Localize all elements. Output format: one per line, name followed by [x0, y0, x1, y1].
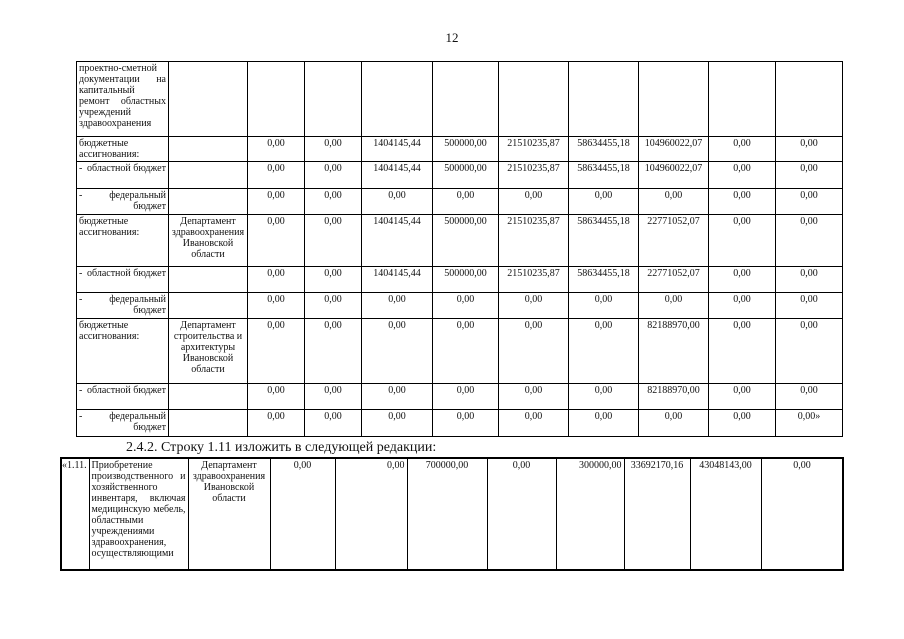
value-cell: 0,00 — [776, 384, 843, 410]
value-cell: 0,00 — [433, 319, 499, 384]
value-cell: 0,00 — [362, 293, 433, 319]
value-cell: 58634455,18 — [569, 137, 639, 162]
value-cell: 21510235,87 — [499, 267, 569, 293]
value-cell: 0,00 — [305, 215, 362, 267]
value-cell: 0,00 — [569, 293, 639, 319]
value-cell: 58634455,18 — [569, 267, 639, 293]
page-number: 12 — [445, 30, 459, 45]
row-label-text: областной бюджет — [86, 163, 166, 174]
row-department — [169, 384, 248, 410]
row-label-prefix: - — [79, 294, 83, 305]
value-cell: 0,00 — [776, 319, 843, 384]
value-cell: 0,00 — [305, 384, 362, 410]
value-cell — [499, 62, 569, 137]
value-cell: 500000,00 — [433, 267, 499, 293]
value-cell: 0,00 — [776, 293, 843, 319]
value-cell: 0,00 — [305, 137, 362, 162]
value-cell: 21510235,87 — [499, 215, 569, 267]
value-cell: 0,00 — [433, 410, 499, 437]
table-row — [77, 384, 843, 410]
value-cell: 0,00» — [776, 410, 843, 437]
row-label-text: областной бюджет — [86, 385, 166, 396]
value-cell: 0,00 — [248, 293, 305, 319]
value-cell: 1404145,44 — [362, 267, 433, 293]
value-cell: 0,00 — [335, 458, 407, 570]
row-label — [77, 384, 169, 410]
value-cell: 0,00 — [709, 410, 776, 437]
value-cell: 0,00 — [569, 319, 639, 384]
value-cell: 0,00 — [709, 384, 776, 410]
value-cell: 33692170,16 — [624, 458, 690, 570]
row-label-prefix: - — [79, 385, 83, 396]
value-cell: 0,00 — [362, 410, 433, 437]
value-cell: 0,00 — [776, 267, 843, 293]
value-cell: 58634455,18 — [569, 215, 639, 267]
value-cell — [709, 62, 776, 137]
row-label — [77, 189, 169, 215]
value-cell: 1404145,44 — [362, 162, 433, 189]
table-row — [77, 410, 843, 437]
row-label: бюджетные ассигнования: — [77, 215, 169, 267]
value-cell: 21510235,87 — [499, 162, 569, 189]
value-cell: 0,00 — [776, 215, 843, 267]
value-cell: 0,00 — [639, 189, 709, 215]
row-department — [169, 410, 248, 437]
table-row — [77, 215, 843, 267]
table-row — [77, 293, 843, 319]
table-row — [77, 62, 843, 137]
value-cell: 0,00 — [270, 458, 335, 570]
value-cell: 0,00 — [362, 189, 433, 215]
value-cell: 0,00 — [305, 189, 362, 215]
row-label-text: федеральный бюджет — [109, 294, 166, 316]
value-cell: 500000,00 — [433, 137, 499, 162]
value-cell: 0,00 — [639, 410, 709, 437]
row-department — [169, 137, 248, 162]
value-cell: 0,00 — [569, 410, 639, 437]
row-label-prefix: - — [79, 268, 83, 279]
value-cell: 22771052,07 — [639, 267, 709, 293]
value-cell: 0,00 — [569, 384, 639, 410]
row-department — [169, 62, 248, 137]
value-cell: 0,00 — [709, 267, 776, 293]
value-cell: 0,00 — [499, 384, 569, 410]
value-cell — [433, 62, 499, 137]
value-cell: 0,00 — [248, 267, 305, 293]
value-cell: 104960022,07 — [639, 162, 709, 189]
value-cell: 0,00 — [248, 410, 305, 437]
value-cell: 0,00 — [709, 293, 776, 319]
value-cell: 0,00 — [569, 189, 639, 215]
value-cell: 0,00 — [433, 384, 499, 410]
value-cell — [305, 62, 362, 137]
table-row — [77, 267, 843, 293]
row-department: Департамент строительства и архитектуры Ивановской области — [169, 319, 248, 384]
value-cell: 0,00 — [761, 458, 843, 570]
row-label-text: федеральный бюджет — [109, 411, 166, 433]
value-cell: 104960022,07 — [639, 137, 709, 162]
value-cell — [569, 62, 639, 137]
value-cell: 43048143,00 — [690, 458, 761, 570]
value-cell: 0,00 — [499, 410, 569, 437]
value-cell: 21510235,87 — [499, 137, 569, 162]
value-cell: 58634455,18 — [569, 162, 639, 189]
value-cell: 0,00 — [776, 189, 843, 215]
row-label-prefix: - — [79, 163, 83, 174]
table-row — [77, 137, 843, 162]
value-cell — [362, 62, 433, 137]
value-cell — [639, 62, 709, 137]
value-cell: 0,00 — [305, 162, 362, 189]
row-department: Департамент здравоохранения Ивановской области — [169, 215, 248, 267]
row-label-prefix: - — [79, 190, 83, 201]
value-cell: 0,00 — [248, 189, 305, 215]
value-cell: 0,00 — [305, 293, 362, 319]
value-cell — [248, 62, 305, 137]
value-cell: 1404145,44 — [362, 137, 433, 162]
value-cell: 0,00 — [709, 215, 776, 267]
row-label: проектно-сметной документации на капитальный ремонт областных учреждений здравоохранения — [77, 62, 169, 137]
value-cell: 500000,00 — [433, 162, 499, 189]
row-label-text: областной бюджет — [86, 268, 166, 279]
value-cell: 0,00 — [709, 162, 776, 189]
table-row — [77, 319, 843, 384]
value-cell: 0,00 — [639, 293, 709, 319]
value-cell: 0,00 — [499, 189, 569, 215]
value-cell: 0,00 — [499, 319, 569, 384]
row-label-text: федеральный бюджет — [109, 190, 166, 212]
row-label: бюджетные ассигнования: — [77, 137, 169, 162]
value-cell: 0,00 — [305, 410, 362, 437]
value-cell: 0,00 — [487, 458, 556, 570]
value-cell: 0,00 — [433, 189, 499, 215]
row-label — [77, 267, 169, 293]
row-department — [169, 189, 248, 215]
value-cell: 0,00 — [776, 137, 843, 162]
value-cell: 0,00 — [433, 293, 499, 319]
row-label — [77, 162, 169, 189]
value-cell: 0,00 — [709, 137, 776, 162]
row-label — [77, 293, 169, 319]
value-cell: 500000,00 — [433, 215, 499, 267]
value-cell: 82188970,00 — [639, 384, 709, 410]
value-cell: 300000,00 — [556, 458, 624, 570]
value-cell: 0,00 — [776, 162, 843, 189]
value-cell: 0,00 — [709, 319, 776, 384]
replacement-row-table — [60, 457, 844, 571]
value-cell: 1404145,44 — [362, 215, 433, 267]
value-cell: 82188970,00 — [639, 319, 709, 384]
value-cell — [776, 62, 843, 137]
value-cell: 0,00 — [248, 162, 305, 189]
value-cell: 22771052,07 — [639, 215, 709, 267]
row-department: Департамент здравоохранения Ивановской области — [188, 458, 270, 570]
value-cell: 0,00 — [248, 215, 305, 267]
edit-instruction: 2.4.2. Строку 1.11 изложить в следующей редакции: — [126, 440, 437, 455]
value-cell: 0,00 — [305, 319, 362, 384]
row-department — [169, 293, 248, 319]
value-cell: 700000,00 — [407, 458, 487, 570]
value-cell: 0,00 — [305, 267, 362, 293]
value-cell: 0,00 — [248, 137, 305, 162]
value-cell: 0,00 — [248, 319, 305, 384]
table-row — [77, 162, 843, 189]
row-label — [77, 410, 169, 437]
budget-table — [76, 61, 843, 437]
row-department — [169, 162, 248, 189]
table-row — [77, 189, 843, 215]
value-cell: 0,00 — [362, 384, 433, 410]
row-label: Приобретение производственного и хозяйственного инвентаря, включая медицинскую мебель, областными учреждениями здравоохранения, осуществляющими — [89, 458, 188, 570]
value-cell: 0,00 — [362, 319, 433, 384]
row-number: «1.11. — [61, 458, 89, 570]
row-label-prefix: - — [79, 411, 83, 422]
row-label: бюджетные ассигнования: — [77, 319, 169, 384]
value-cell: 0,00 — [248, 384, 305, 410]
value-cell: 0,00 — [709, 189, 776, 215]
row-department — [169, 267, 248, 293]
value-cell: 0,00 — [499, 293, 569, 319]
table-row — [61, 458, 843, 570]
